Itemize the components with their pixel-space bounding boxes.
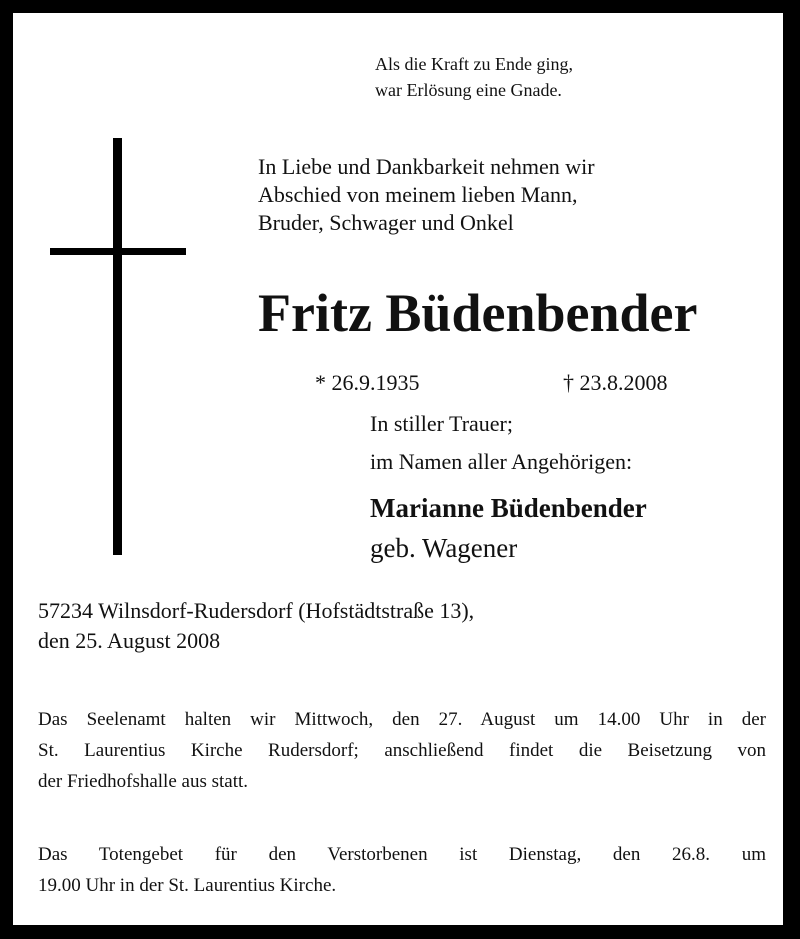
birth-date: * 26.9.1935 bbox=[315, 370, 420, 395]
cross-icon-horizontal bbox=[50, 248, 186, 255]
deceased-name: Fritz Büdenbender bbox=[258, 283, 698, 343]
paragraph-line: 19.00 Uhr in der St. Laurentius Kirche. bbox=[38, 875, 337, 896]
paragraph-line: St. Laurentius Kirche Rudersdorf; anschließend findet die Beisetzung von bbox=[38, 740, 766, 761]
widow-name: Marianne Büdenbender bbox=[370, 493, 647, 523]
motto-line: war Erlösung eine Gnade. bbox=[375, 80, 562, 100]
address-line: 57234 Wilnsdorf-Rudersdorf (Hofstädtstraße 13), bbox=[38, 598, 475, 623]
mourning-line: In stiller Trauer; bbox=[370, 411, 513, 436]
death-date: † 23.8.2008 bbox=[563, 370, 668, 395]
address bbox=[38, 596, 474, 656]
motto bbox=[375, 51, 573, 103]
intro-line: Bruder, Schwager und Onkel bbox=[258, 210, 514, 235]
cross-icon-vertical bbox=[113, 138, 122, 555]
widow-maiden-name: geb. Wagener bbox=[370, 533, 518, 563]
mourning-line: im Namen aller Angehörigen: bbox=[370, 449, 633, 474]
address-date: den 25. August 2008 bbox=[38, 628, 221, 653]
paragraph-line: der Friedhofshalle aus statt. bbox=[38, 771, 249, 792]
obituary-notice bbox=[13, 13, 783, 925]
motto-line: Als die Kraft zu Ende ging, bbox=[375, 54, 573, 74]
mourning-text bbox=[370, 405, 632, 481]
paragraph-line: Das Seelenamt halten wir Mittwoch, den 27. August um 14.00 Uhr in der bbox=[38, 709, 766, 730]
intro-line: In Liebe und Dankbarkeit nehmen wir bbox=[258, 154, 595, 179]
intro-line: Abschied von meinem lieben Mann, bbox=[258, 182, 578, 207]
service-paragraph bbox=[38, 704, 766, 797]
prayer-paragraph bbox=[38, 839, 766, 901]
intro-text bbox=[258, 153, 595, 237]
paragraph-line: Das Totengebet für den Verstorbenen ist Dienstag, den 26.8. um bbox=[38, 844, 766, 865]
